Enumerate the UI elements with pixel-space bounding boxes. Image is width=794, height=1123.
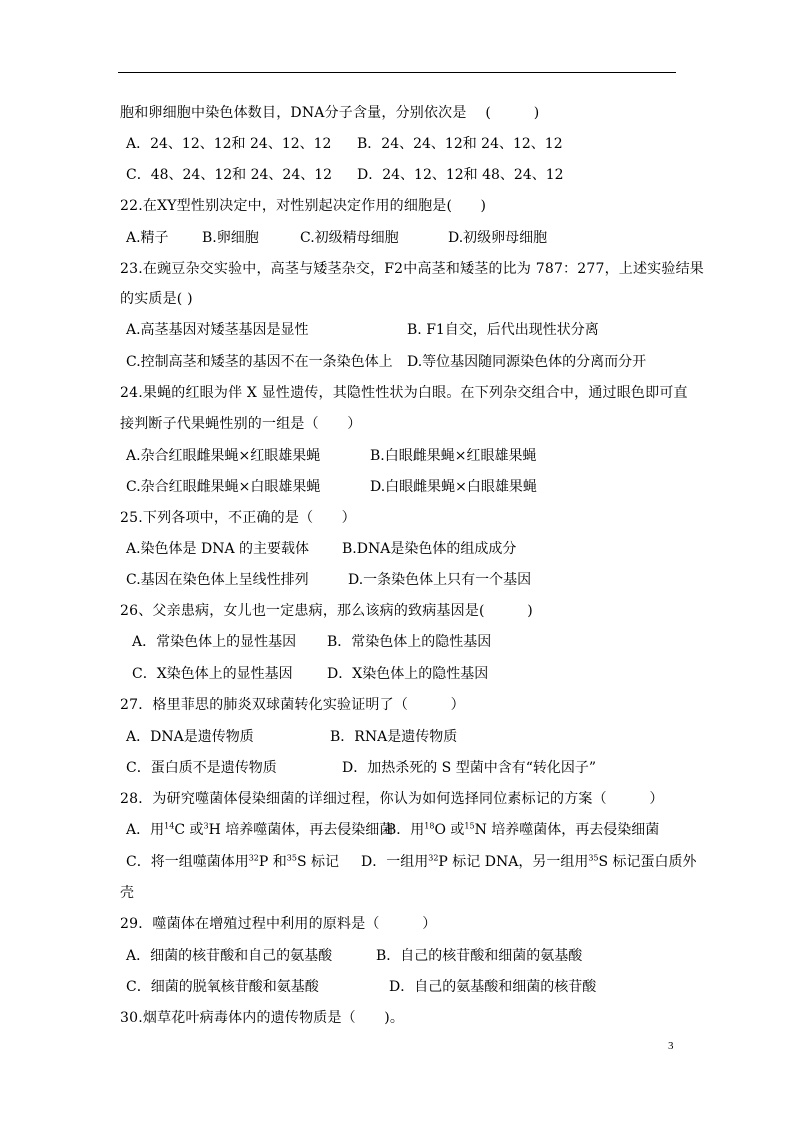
q29-option-a: A．细菌的核苷酸和自己的氨基酸 xyxy=(126,948,333,964)
q25-option-c: C.基因在染色体上呈线性排列 xyxy=(126,572,309,588)
q21-stem: 胞和卵细胞中染色体数目，DNA分子含量，分别依次是 ( ) xyxy=(120,105,540,121)
q28-option-b: B．用$^{18}$O 或$^{15}$N 培养噬菌体，再去侵染细菌 xyxy=(386,821,660,838)
q24-option-a: A.杂合红眼雌果蝇×红眼雄果蝇 xyxy=(126,448,321,464)
q26-option-d: D．X染色体上的隐性基因 xyxy=(327,666,489,682)
q23-option-b: B. F1自交，后代出现性状分离 xyxy=(407,322,599,338)
q25-option-a: A.染色体是 DNA 的主要载体 xyxy=(126,541,310,557)
q29-stem: 29．噬菌体在增殖过程中利用的原料是（ ） xyxy=(120,916,437,932)
q26-option-b: B．常染色体上的隐性基因 xyxy=(327,634,492,650)
q22-option-a: A.精子 xyxy=(126,230,169,246)
q28-option-d-continued: 壳 xyxy=(120,885,135,901)
q23-option-d: D.等位基因随同源染色体的分离而分开 xyxy=(407,354,647,370)
q24-option-d: D.白眼雌果蝇×白眼雄果蝇 xyxy=(370,479,537,495)
q23-stem-1: 23.在豌豆杂交实验中，高茎与矮茎杂交，F2中高茎和矮茎的比为 787：277，上述实验结果 xyxy=(120,261,704,277)
q30-stem: 30.烟草花叶病毒体内的遗传物质是（ )。 xyxy=(120,1010,405,1026)
q24-stem-1: 24.果蝇的红眼为伴 X 显性遗传，其隐性性状为白眼。在下列杂交组合中，通过眼色即可直 xyxy=(120,385,688,401)
q27-stem: 27．格里菲思的肺炎双球菌转化实验证明了（ ） xyxy=(120,697,465,713)
q26-stem: 26、父亲患病，女儿也一定患病，那么该病的致病基因是( ) xyxy=(120,603,533,619)
q29-option-b: B．自己的核苷酸和细菌的氨基酸 xyxy=(376,948,583,964)
q26-option-c: C．X染色体上的显性基因 xyxy=(132,666,293,682)
q21-option-a: A．24、12、12和 24、12、12 xyxy=(126,136,332,152)
q25-option-b: B.DNA是染色体的组成成分 xyxy=(342,541,517,557)
q25-stem: 25.下列各项中，不正确的是（ ） xyxy=(120,510,356,526)
q29-option-d: D．自己的氨基酸和细菌的核苷酸 xyxy=(389,979,597,995)
q27-option-a: A．DNA是遗传物质 xyxy=(126,729,254,745)
q24-option-c: C.杂合红眼雌果蝇×白眼雄果蝇 xyxy=(126,479,321,495)
q23-option-c: C.控制高茎和矮茎的基因不在一条染色体上 xyxy=(126,354,393,370)
q28-option-c: C．将一组噬菌体用$^{32}$P 和$^{35}$S 标记 xyxy=(126,853,340,870)
q23-option-a: A.高茎基因对矮茎基因是显性 xyxy=(126,322,309,338)
q25-option-d: D.一条染色体上只有一个基因 xyxy=(348,572,532,588)
q27-option-b: B．RNA是遗传物质 xyxy=(330,729,458,745)
q28-option-a: A．用$^{14}$C 或$^3$H 培养噬菌体，再去侵染细菌 xyxy=(126,821,394,838)
q28-stem: 28．为研究噬菌体侵染细菌的详细过程，你认为如何选择同位素标记的方案（ ） xyxy=(120,791,664,807)
q22-option-b: B.卵细胞 xyxy=(202,230,259,246)
page-number: 3 xyxy=(668,1040,674,1052)
q22-stem: 22.在XY型性别决定中，对性别起决定作用的细胞是( ) xyxy=(120,198,487,214)
q29-option-c: C．细菌的脱氧核苷酸和氨基酸 xyxy=(126,979,319,995)
q24-option-b: B.白眼雌果蝇×红眼雄果蝇 xyxy=(370,448,537,464)
q27-option-c: C．蛋白质不是遗传物质 xyxy=(126,760,277,776)
header-rule xyxy=(118,72,676,73)
q28-option-d: D．一组用$^{32}$P 标记 DNA，另一组用$^{35}$S 标记蛋白质外 xyxy=(361,853,697,870)
q26-option-a: A．常染色体上的显性基因 xyxy=(132,634,297,650)
q21-option-c: C．48、24、12和 24、24、12 xyxy=(126,167,333,183)
q22-option-d: D.初级卵母细胞 xyxy=(448,230,548,246)
q21-option-d: D．24、12、12和 48、24、12 xyxy=(357,167,564,183)
q23-stem-2: 的实质是( ) xyxy=(120,291,193,307)
q21-option-b: B．24、24、12和 24、12、12 xyxy=(357,136,563,152)
q22-option-c: C.初级精母细胞 xyxy=(300,230,399,246)
q24-stem-2: 接判断子代果蝇性别的一组是（ ） xyxy=(120,416,362,432)
q27-option-d: D．加热杀死的 S 型菌中含有“转化因子” xyxy=(342,760,597,776)
